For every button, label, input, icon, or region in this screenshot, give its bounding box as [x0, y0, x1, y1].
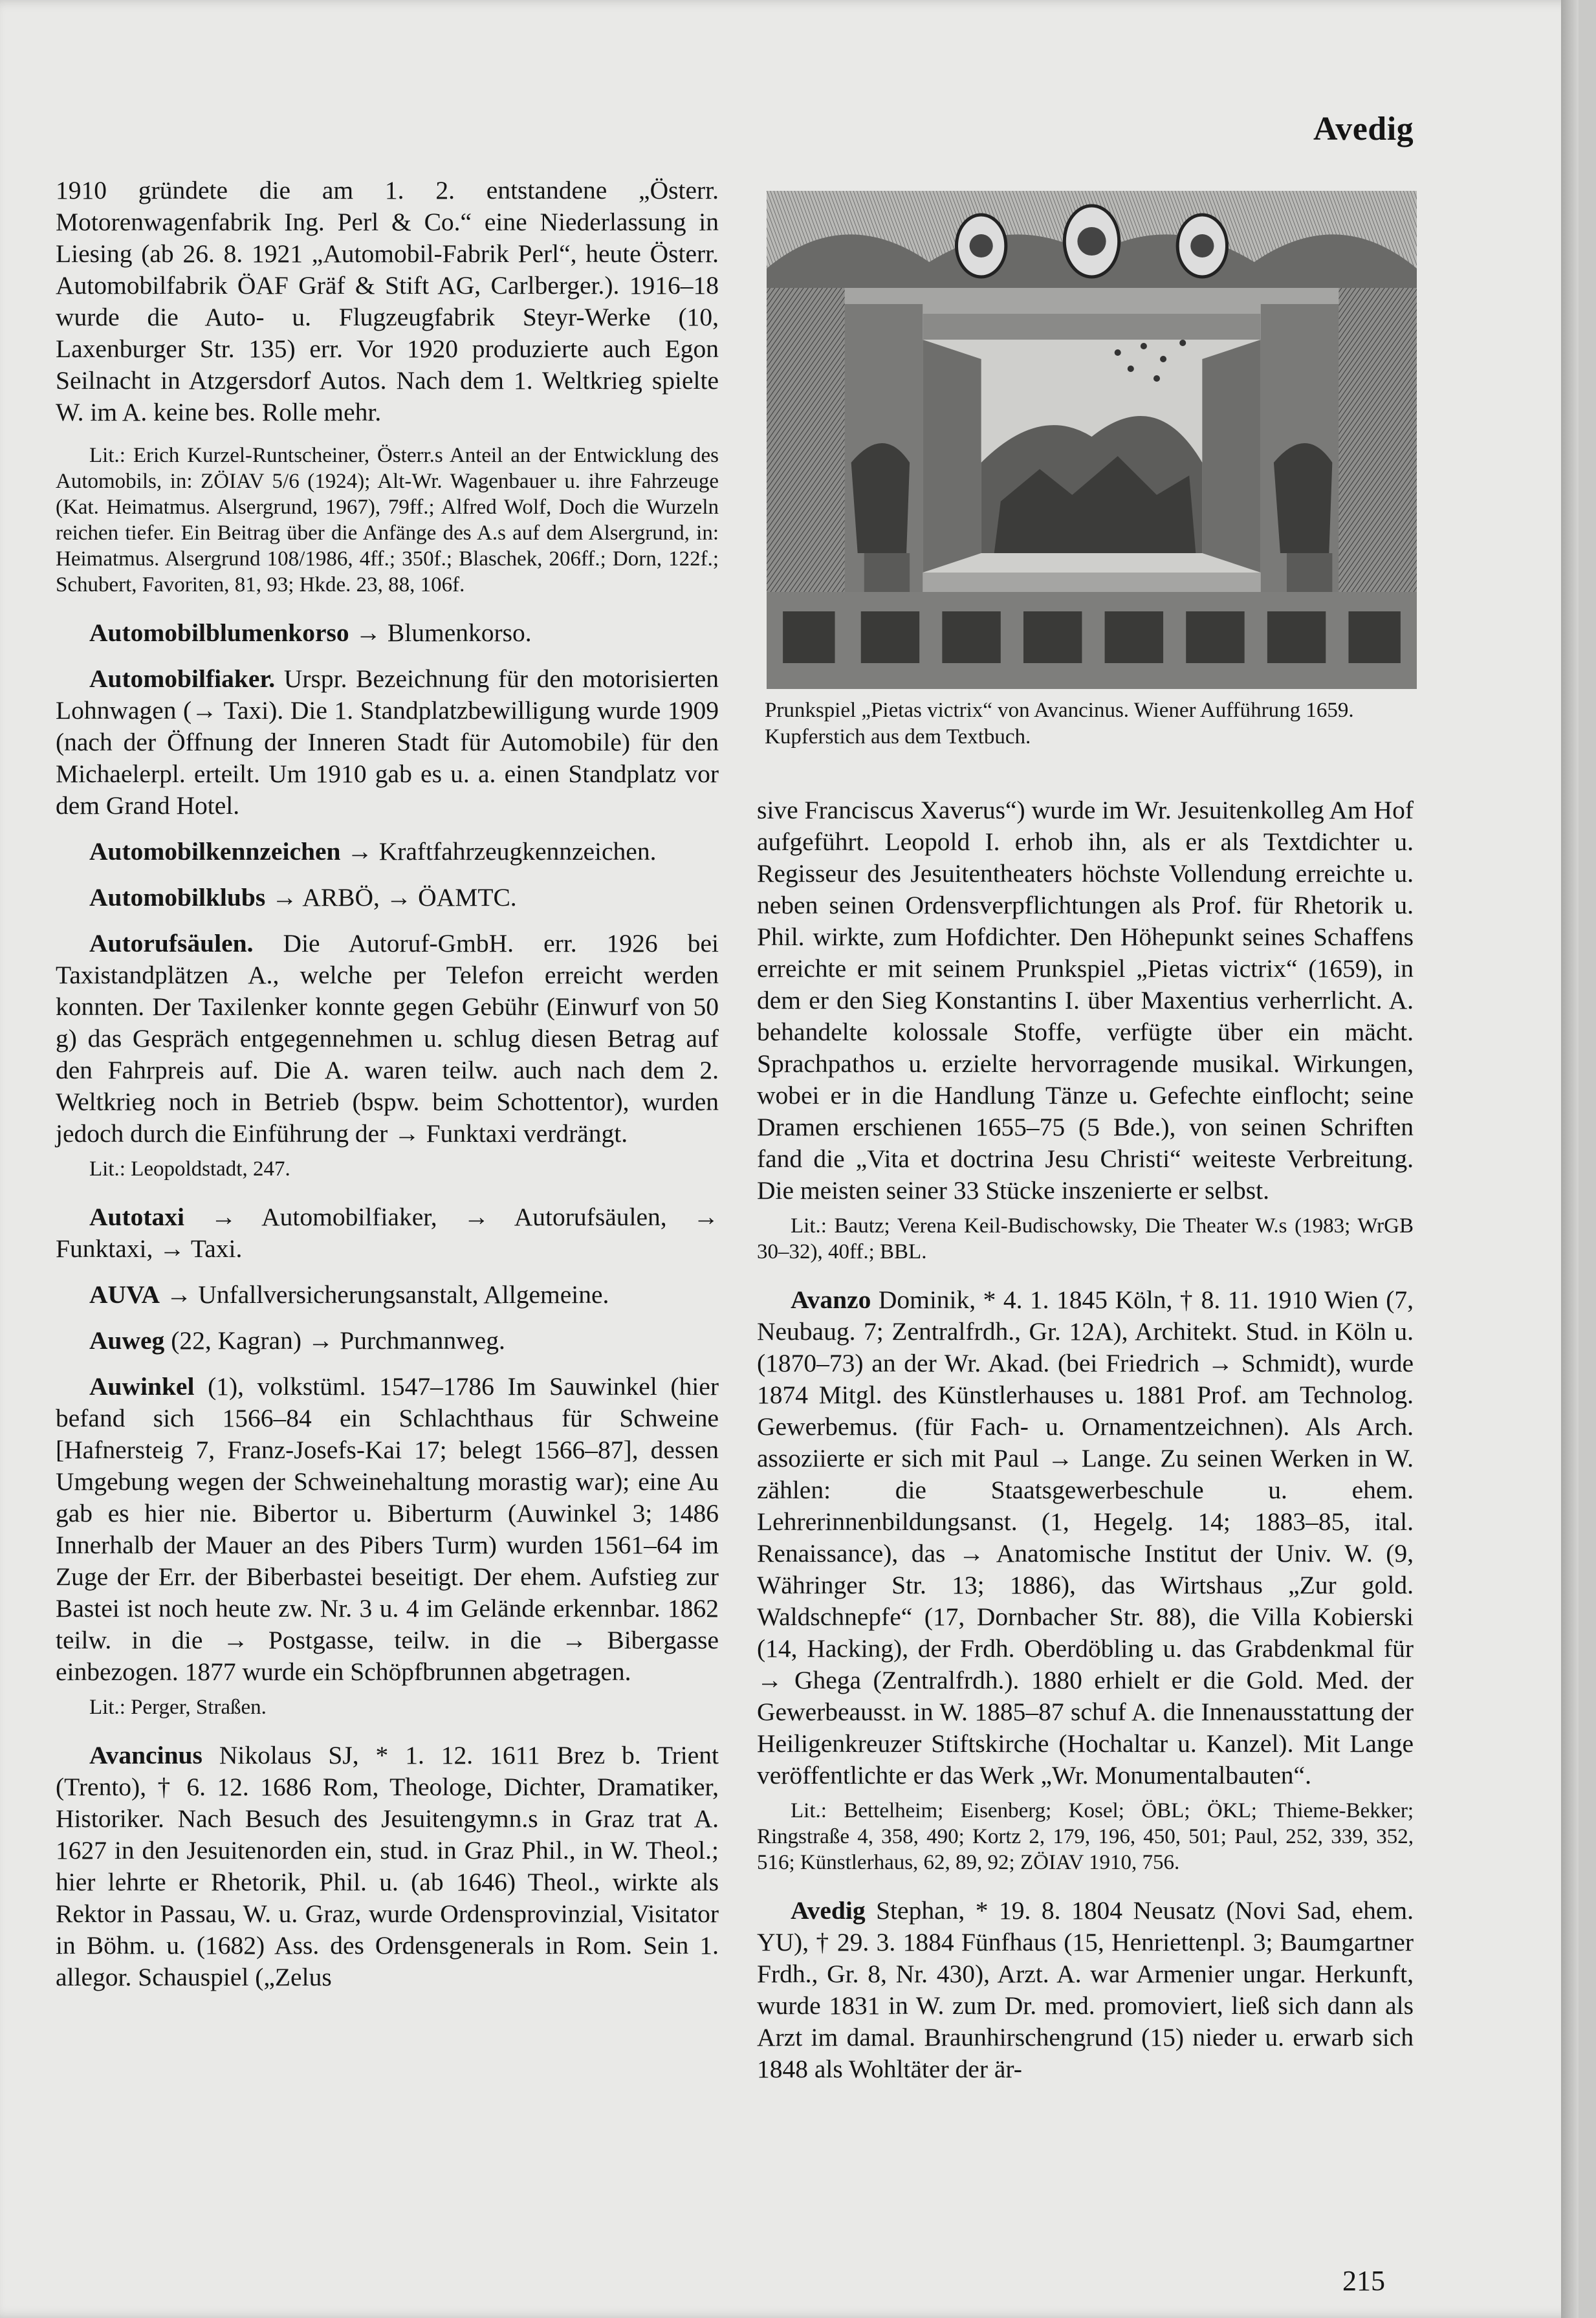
literature-note: Lit.: Erich Kurzel-Runtscheiner, Österr.s Anteil an der Entwicklung des Automobils, in: ZÖIAV 5/6 (1924); Alt-Wr. Wagenbauer u. ihre Fahrzeuge (Kat. Heimatmus. Alsergrund, 1967), 79ff.; Alfred Wolf, Doch die Wurzeln reichen tiefer. Ein Beitrag über die Anfänge des A.s auf dem Alsergrund, in: Heimatmus. Alsergrund 108/1986, 4ff.; 350f.; Blaschek, 206ff.; Dorn, 122f.; Schubert, Favoriten, 81, 93; Hkde. 23, 88, 106f.	[56, 444, 719, 596]
running-head: Avedig	[1313, 111, 1414, 148]
page-edge	[1561, 0, 1579, 2318]
entry-text: Dominik, * 4. 1. 1845 Köln, † 8. 11. 1910 Wien (7, Neubaug. 7; Zentralfrdh., Gr. 12A), Architekt. Stud. in Köln u. (1870–73) an der Wr. Akad. (bei Friedrich → Schmidt), wurde 1874 Mitgl. des Künstlerhauses u. 1881 Prof. am Technolog. Gewerbemus. (für Fach- u. Ornamentzeichnen). Als Arch. assoziierte er sich mit Paul → Lange. Zu seinen Werken in W. zählen: die Staatsgewerbeschule u. ehem. Lehrerinnenbildungsanst. (1, Hegelg. 14; 1883–85, ital. Renaissance), das → Anatomische Institut der Univ. W. (9, Währinger Str. 13; 1886), das Wirtshaus „Zur gold. Waldschnepfe“ (17, Dornbacher Str. 88), die Villa Kobierski (14, Hacking), der Frdh. Oberdöbling u. das Grabdenkmal für → Ghega (Zentralfrdh.). 1880 erhielt er die Gold. Med. der Gewerbeausst. in W. 1885–87 schuf A. die Innenausstattung der Heiligenkreuzer Stiftskirche (Hochaltar u. Kanzel). Mit Lange veröffentlichte er das Werk „Wr. Monumentalbauten“.	[757, 1285, 1414, 1789]
lemma: Autotaxi	[89, 1203, 185, 1231]
lemma: Automobilkennzeichen	[89, 837, 341, 866]
lemma: Auweg	[89, 1326, 165, 1355]
entry-text: → Automobilfiaker, → Autorufsäulen, → Funktaxi, → Taxi.	[56, 1203, 719, 1263]
lemma: Auwinkel	[89, 1372, 195, 1401]
entry-auva	[56, 1279, 719, 1311]
entry-auweg	[56, 1325, 719, 1357]
page-number: 215	[1342, 2265, 1385, 2297]
lemma: Automobilklubs	[89, 883, 266, 912]
literature-note: Lit.: Perger, Straßen.	[89, 1696, 267, 1719]
lemma: Automobilblumenkorso	[89, 618, 349, 647]
lemma: AUVA	[89, 1280, 160, 1309]
entry-text: → Blumenkorso.	[349, 618, 532, 647]
entry-automobilkennzeichen	[56, 836, 719, 868]
lemma: Autorufsäulen.	[89, 929, 254, 957]
entry-text: Urspr. Bezeichnung für den motorisierten Lohnwagen (→ Taxi). Die 1. Standplatzbewilligung wurde 1909 (nach der Öffnung der Inneren Stadt für Automobile) für den Michaelerpl. erteilt. Um 1910 gab es u. a. einen Standplatz vor dem Grand Hotel.	[56, 664, 719, 820]
literature-note: Lit.: Leopoldstadt, 247.	[89, 1157, 290, 1181]
entry-avancinus	[56, 1740, 719, 1993]
entry-automobilblumenkorso	[56, 617, 719, 649]
right-column	[757, 794, 1414, 2099]
figure-caption: Prunkspiel „Pietas victrix“ von Avancinus. Wiener Aufführung 1659. Kupferstich aus dem Textbuch.	[765, 699, 1354, 749]
entry-avanzo	[757, 1284, 1414, 1791]
entry-autorufsaeulen	[56, 928, 719, 1150]
entry-text: (22, Kagran) → Purchmannweg.	[164, 1326, 505, 1355]
literature-note: Lit.: Bettelheim; Eisenberg; Kosel; ÖBL; ÖKL; Thieme-Bekker; Ringstraße 4, 358, 490; Kortz 2, 179, 196, 450, 501; Paul, 252, 339, 352, 516; Künstlerhaus, 62, 89, 92; ZÖIAV 1910, 756.	[757, 1799, 1414, 1874]
lemma: Avanzo	[791, 1285, 871, 1314]
entry-text: → Kraftfahrzeugkennzeichen.	[340, 837, 657, 866]
engraving-illustration	[767, 191, 1417, 689]
entry-automobilklubs	[56, 882, 719, 913]
entry-text: → Unfallversicherungsanstalt, Allgemeine.	[160, 1280, 609, 1309]
entry-automobilfiaker	[56, 663, 719, 822]
entry-text: → ARBÖ, → ÖAMTC.	[265, 883, 517, 912]
lemma: Avancinus	[89, 1741, 202, 1769]
paragraph-continued: sive Franciscus Xaverus“) wurde im Wr. Jesuitenkolleg Am Hof aufgeführt. Leopold I. erhob ihn, als er als Textdichter u. Regisseur des Jesuitentheaters höchste Vollendung erreichte u. neben seinen Ordensverpflichtungen als Prof. für Rhetorik u. Phil. wirkte, zum Hofdichter. Den Höhepunkt seines Schaffens erreichte er mit seinem Prunkspiel „Pietas victrix“ (1659), in dem er den Sieg Konstantins I. über Maxentius verherrlicht. A. behandelte kolossale Stoffe, verfügte über ein mächt. Sprachpathos u. erzielte hervorragende musikal. Wirkungen, wobei er in die Handlung Tänze u. Gefechte einflocht; seine Dramen erschienen 1655–75 (5 Bde.), von seinen Schriften fand die „Vita et doctrina Jesu Christi“ weiteste Verbreitung. Die meisten seiner 33 Stücke inszenierte er selbst.	[757, 796, 1414, 1205]
engraving-picture	[767, 191, 1417, 689]
literature-note: Lit.: Bautz; Verena Keil-Budischowsky, Die Theater W.s (1983; WrGB 30–32), 40ff.; BBL.	[757, 1214, 1414, 1263]
entry-text: (1), volkstüml. 1547–1786 Im Sauwinkel (hier befand sich 1566–84 ein Schlachthaus für Schweine [Hafnersteig 7, Franz-Josefs-Kai 17; belegt 1566–87], dessen Umgebung wegen der Schweinehaltung morastig war); eine Au gab es hier nie. Bibertor u. Biberturm (Auwinkel 3; 1486 Innerhalb der Mauer an des Pibers Turm) wurden 1561–64 im Zuge der Err. der Biberbastei beseitigt. Der ehem. Aufstieg zur Bastei ist noch heute zw. Nr. 3 u. 4 im Gelände erkennbar. 1862 teilw. in die → Postgasse, teilw. in die → Bibergasse einbezogen. 1877 wurde ein Schöpfbrunnen abgetragen.	[56, 1372, 719, 1686]
lemma: Avedig	[791, 1896, 866, 1925]
entry-autotaxi	[56, 1201, 719, 1265]
entry-avedig	[757, 1895, 1414, 2085]
left-column	[56, 175, 719, 2007]
entry-text: Die Autoruf-GmbH. err. 1926 bei Taxistandplätzen A., welche per Telefon erreicht werden konnten. Der Taxilenker konnte gegen Gebühr (Einwurf von 50 g) das Gespräch entgegennehmen u. schlug diesen Betrag auf den Fahrpreis auf. Die A. waren teilw. auch nach dem 2. Weltkrieg noch in Betrieb (bspw. beim Schottentor), wurden jedoch durch die Einführung der → Funktaxi verdrängt.	[56, 929, 719, 1148]
paragraph-continued: 1910 gründete die am 1. 2. entstandene „Österr. Motorenwagenfabrik Ing. Perl & Co.“ eine Niederlassung in Liesing (ab 26. 8. 1921 „Automobil-Fabrik Perl“, heute Österr. Automobilfabrik ÖAF Gräf & Stift AG, Carlberger.). 1916–18 wurde die Auto- u. Flugzeugfabrik Steyr-Werke (10, Laxenburger Str. 135) err. Vor 1920 produzierte auch Egon Seilnacht in Atzgersdorf Autos. Nach dem 1. Weltkrieg spielte W. im A. keine bes. Rolle mehr.	[56, 176, 719, 426]
entry-text: Nikolaus SJ, * 1. 12. 1611 Brez b. Trient (Trento), † 6. 12. 1686 Rom, Theologe, Dichter, Dramatiker, Historiker. Nach Besuch des Jesuitengymn.s in Graz trat A. 1627 in den Jesuitenorden ein, stud. in Graz Phil., in W. Theol.; hier lehrte er Rhetorik, Phil. u. (ab 1646) Theol., wirkte als Rektor in Passau, W. u. Graz, wurde Ordensprovinzial, Visitator in Böhm. u. (1682) Ass. des Ordensgenerals in Rom. Sein 1. allegor. Schauspiel („Zelus	[56, 1741, 719, 1991]
entry-text: Stephan, * 19. 8. 1804 Neusatz (Novi Sad, ehem. YU), † 29. 3. 1884 Fünfhaus (15, Henriettenpl. 3; Baumgartner Frdh., Gr. 8, Nr. 430), Arzt. A. war Armenier ungar. Herkunft, wurde 1831 in W. zum Dr. med. promoviert, ließ sich dann als Arzt im damal. Braunhirschengrund (15) nieder u. erwarb sich 1848 als Wohltäter der är-	[757, 1896, 1414, 2083]
entry-auwinkel	[56, 1371, 719, 1688]
lemma: Automobilfiaker.	[89, 664, 276, 693]
